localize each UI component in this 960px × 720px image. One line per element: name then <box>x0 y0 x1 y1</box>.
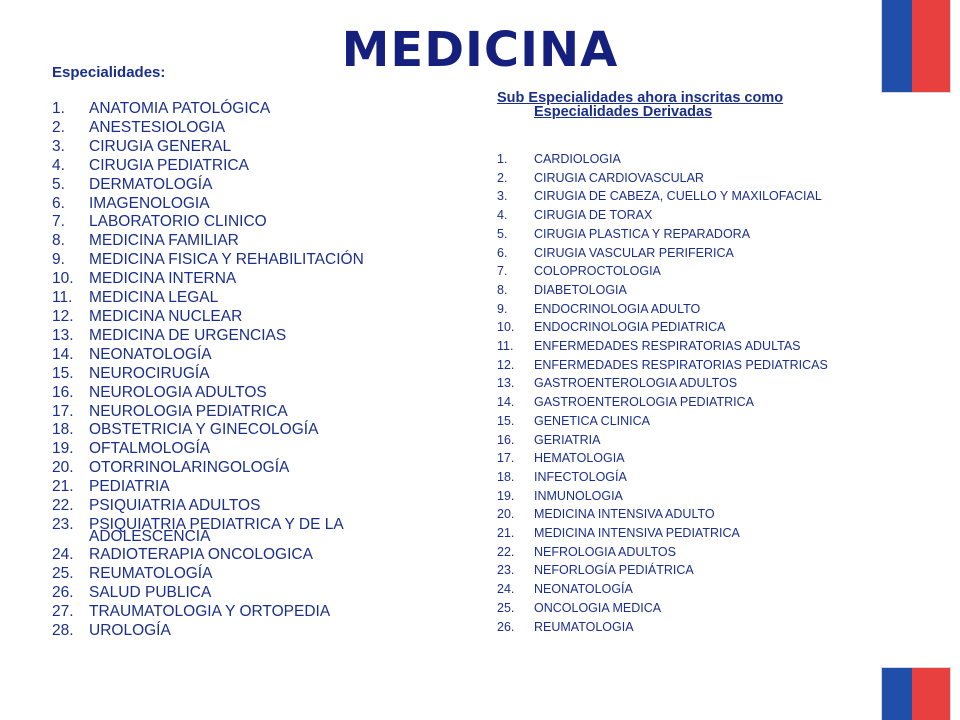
specialty-item-label: SALUD PUBLICA <box>89 583 212 601</box>
specialty-item <box>52 213 382 232</box>
subspecialty-item-number: 6. <box>497 245 508 260</box>
subspecialty-item-label: ENDOCRINOLOGIA ADULTO <box>534 301 701 316</box>
subspecialty-item-label: ENFERMEDADES RESPIRATORIAS PEDIATRICAS <box>534 357 828 372</box>
flag-red-stripe <box>912 668 950 720</box>
subspecialty-item-label: GERIATRIA <box>534 432 601 447</box>
specialty-item-number: 3. <box>52 137 65 155</box>
subspecialty-item-label: ENFERMEDADES RESPIRATORIAS ADULTAS <box>534 339 801 354</box>
specialty-item-label: DERMATOLOGÍA <box>89 175 213 193</box>
specialty-item-label: PSIQUIATRIA ADULTOS <box>89 497 261 515</box>
subspecialty-item <box>497 468 877 487</box>
specialty-item <box>52 546 382 565</box>
flag-blue-stripe <box>882 668 912 720</box>
subspecialty-item-number: 16. <box>497 432 515 447</box>
specialty-item <box>52 384 382 403</box>
specialty-item-number: 22. <box>52 497 74 515</box>
specialty-item-number: 28. <box>52 621 74 639</box>
subspecialty-item <box>497 561 877 580</box>
specialty-item <box>52 459 382 478</box>
subspecialty-item-number: 19. <box>497 488 515 503</box>
subspecialty-item <box>497 431 877 450</box>
specialty-item-label: NEONATOLOGÍA <box>89 345 212 363</box>
subspecialty-item-number: 12. <box>497 357 515 372</box>
specialty-item-number: 1. <box>52 100 65 117</box>
specialty-item <box>52 138 382 157</box>
subspecialty-item-label: CIRUGIA VASCULAR PERIFERICA <box>534 245 734 260</box>
specialty-item-label: MEDICINA LEGAL <box>89 289 219 307</box>
specialty-item-number: 14. <box>52 345 74 363</box>
subspecialty-item-number: 9. <box>497 301 508 316</box>
subspecialty-item <box>497 318 877 337</box>
specialty-item-number: 23. <box>52 515 74 533</box>
subspecialty-item <box>497 225 877 244</box>
specialty-item-label: PEDIATRIA <box>89 478 170 496</box>
specialty-item <box>52 232 382 251</box>
specialty-item <box>52 251 382 270</box>
chile-flag-bottom-decoration <box>882 668 950 720</box>
subspecialty-item <box>497 543 877 562</box>
specialties-list <box>52 100 382 640</box>
specialty-item-label: ANATOMIA PATOLÓGICA <box>89 100 271 117</box>
specialty-item-label: IMAGENOLOGIA <box>89 194 210 212</box>
specialty-item-number: 19. <box>52 440 74 458</box>
specialty-item <box>52 565 382 584</box>
specialty-item-number: 16. <box>52 383 74 401</box>
specialty-item-number: 13. <box>52 326 74 344</box>
specialty-item-label: MEDICINA INTERNA <box>89 270 237 288</box>
subspecialty-item-label: NEONATOLOGÍA <box>534 582 633 597</box>
specialty-item-label: RADIOTERAPIA ONCOLOGICA <box>89 545 313 563</box>
specialty-item <box>52 195 382 214</box>
subspecialty-item <box>497 393 877 412</box>
subspecialty-item-label: ENDOCRINOLOGIA PEDIATRICA <box>534 320 726 335</box>
subspecialty-item-number: 22. <box>497 544 515 559</box>
subspecialty-item <box>497 262 877 281</box>
specialty-item-label: OTORRINOLARINGOLOGÍA <box>89 459 290 477</box>
specialty-item-label: ANESTESIOLOGIA <box>89 118 226 136</box>
subspecialty-item-number: 26. <box>497 619 515 634</box>
subspecialty-item-number: 7. <box>497 264 508 279</box>
subspecialty-item-number: 4. <box>497 208 508 223</box>
subspecialty-item-number: 5. <box>497 226 508 241</box>
specialty-item <box>52 119 382 138</box>
subspecialty-item-number: 13. <box>497 376 515 391</box>
specialty-item <box>52 176 382 195</box>
specialty-item-number: 11. <box>52 289 73 307</box>
subspecialty-item-label: NEFROLOGIA ADULTOS <box>534 544 676 559</box>
specialty-item <box>52 440 382 459</box>
specialty-item-label: PSIQUIATRIA PEDIATRICA Y DE LA ADOLESCENCIA <box>89 515 343 545</box>
subspecialty-item-label: MEDICINA INTENSIVA PEDIATRICA <box>534 526 740 541</box>
subspecialty-item <box>497 487 877 506</box>
specialty-item-number: 6. <box>52 194 65 212</box>
subspecialty-item-number: 15. <box>497 413 515 428</box>
subspecialty-item <box>497 505 877 524</box>
specialty-item-label: LABORATORIO CLINICO <box>89 213 267 231</box>
subspecialty-item <box>497 244 877 263</box>
subspecialty-item-label: HEMATOLOGIA <box>534 451 625 466</box>
specialty-item <box>52 157 382 176</box>
subspecialty-item-label: CIRUGIA DE CABEZA, CUELLO Y MAXILOFACIAL <box>534 189 822 204</box>
subspecialties-list <box>497 150 877 636</box>
subspecialty-item <box>497 374 877 393</box>
subspecialty-item-number: 25. <box>497 600 515 615</box>
subspecialty-item-label: CIRUGIA CARDIOVASCULAR <box>534 170 704 185</box>
subspecialty-item <box>497 187 877 206</box>
specialties-heading: Especialidades: <box>52 64 166 81</box>
specialty-item <box>52 421 382 440</box>
subspecialty-item <box>497 618 877 637</box>
specialty-item-number: 5. <box>52 175 65 193</box>
subspecialty-item <box>497 580 877 599</box>
subspecialty-item <box>497 524 877 543</box>
specialty-item <box>52 622 382 641</box>
specialty-item-label: CIRUGIA PEDIATRICA <box>89 156 249 174</box>
subspecialty-item-label: CIRUGIA DE TORAX <box>534 208 653 223</box>
specialty-item <box>52 497 382 516</box>
specialty-item-number: 12. <box>52 307 74 325</box>
specialty-item <box>52 478 382 497</box>
specialty-item <box>52 603 382 622</box>
specialty-item-label: NEUROLOGIA PEDIATRICA <box>89 402 288 420</box>
subspecialty-item-number: 14. <box>497 395 515 410</box>
subspecialty-item-number: 10. <box>497 320 515 335</box>
page-title: MEDICINA <box>341 22 619 78</box>
subspecialty-item <box>497 337 877 356</box>
subspecialty-item-number: 23. <box>497 563 515 578</box>
specialty-item-number: 20. <box>52 459 74 477</box>
subspecialty-item-label: GASTROENTEROLOGIA PEDIATRICA <box>534 395 754 410</box>
subspecialty-item-label: GENETICA CLINICA <box>534 413 650 428</box>
subspecialty-item <box>497 300 877 319</box>
subspecialty-item-label: COLOPROCTOLOGIA <box>534 264 661 279</box>
subspecialty-item <box>497 169 877 188</box>
subspecialty-item-number: 3. <box>497 189 508 204</box>
subspecialty-item-number: 18. <box>497 469 515 484</box>
specialty-item <box>52 327 382 346</box>
specialty-item-label: OBSTETRICIA Y GINECOLOGÍA <box>89 421 319 439</box>
specialty-item-number: 7. <box>52 213 65 231</box>
subspecialty-item-label: REUMATOLOGIA <box>534 619 634 634</box>
subspecialties-heading-line2: Especialidades Derivadas <box>534 104 713 120</box>
subspecialty-item <box>497 206 877 225</box>
specialty-item-number: 10. <box>52 270 74 288</box>
subspecialty-item-label: INFECTOLOGÍA <box>534 469 627 484</box>
specialty-item-number: 25. <box>52 564 74 582</box>
specialty-item-number: 21. <box>52 478 74 496</box>
specialty-item <box>52 516 382 546</box>
specialty-item-number: 8. <box>52 232 65 250</box>
specialty-item-number: 18. <box>52 421 74 439</box>
specialty-item-number: 9. <box>52 251 65 269</box>
specialty-item-number: 27. <box>52 602 74 620</box>
subspecialty-item-number: 2. <box>497 170 508 185</box>
specialty-item-label: UROLOGÍA <box>89 621 171 639</box>
specialty-item-number: 26. <box>52 583 74 601</box>
subspecialty-item-label: DIABETOLOGIA <box>534 282 627 297</box>
specialty-item-label: MEDICINA NUCLEAR <box>89 307 243 325</box>
specialty-item-label: MEDICINA DE URGENCIAS <box>89 326 287 344</box>
subspecialty-item-number: 24. <box>497 582 515 597</box>
subspecialties-heading-line1: Sub Especialidades ahora inscritas como <box>497 90 784 106</box>
subspecialty-item <box>497 150 877 169</box>
subspecialty-item-label: CARDIOLOGIA <box>534 152 621 166</box>
subspecialty-item-label: MEDICINA INTENSIVA ADULTO <box>534 507 715 522</box>
specialty-item-label: TRAUMATOLOGIA Y ORTOPEDIA <box>89 602 331 620</box>
subspecialty-item-number: 1. <box>497 152 508 166</box>
subspecialty-item-number: 11. <box>497 339 514 354</box>
subspecialty-item-label: ONCOLOGIA MEDICA <box>534 600 662 615</box>
subspecialty-item <box>497 449 877 468</box>
specialty-item-label: CIRUGIA GENERAL <box>89 137 232 155</box>
specialty-item <box>52 346 382 365</box>
subspecialty-item-number: 8. <box>497 282 508 297</box>
specialty-item-number: 17. <box>52 402 74 420</box>
subspecialty-item-label: INMUNOLOGIA <box>534 488 623 503</box>
subspecialty-item-label: CIRUGIA PLASTICA Y REPARADORA <box>534 226 751 241</box>
specialty-item <box>52 289 382 308</box>
specialty-item <box>52 584 382 603</box>
subspecialty-item <box>497 356 877 375</box>
specialty-item <box>52 365 382 384</box>
subspecialty-item-number: 17. <box>497 451 515 466</box>
subspecialty-item <box>497 412 877 431</box>
specialty-item-label: REUMATOLOGÍA <box>89 564 213 582</box>
specialty-item-label: NEUROLOGIA ADULTOS <box>89 383 267 401</box>
subspecialty-item-number: 21. <box>497 526 515 541</box>
specialty-item-number: 15. <box>52 364 74 382</box>
subspecialty-item-label: NEFORLOGÍA PEDIÁTRICA <box>534 563 694 578</box>
specialty-item-number: 4. <box>52 156 65 174</box>
specialty-item-label: OFTALMOLOGÍA <box>89 440 211 458</box>
specialty-item-label: MEDICINA FISICA Y REHABILITACIÓN <box>89 251 364 269</box>
specialty-item <box>52 403 382 422</box>
specialty-item-number: 2. <box>52 118 65 136</box>
subspecialty-item <box>497 281 877 300</box>
specialty-item <box>52 100 382 119</box>
subspecialty-item-label: GASTROENTEROLOGIA ADULTOS <box>534 376 738 391</box>
specialty-item-label: NEUROCIRUGÍA <box>89 364 210 382</box>
specialty-item-number: 24. <box>52 545 74 563</box>
subspecialty-item <box>497 599 877 618</box>
subspecialties-heading <box>497 91 857 119</box>
specialty-item-label: MEDICINA FAMILIAR <box>89 232 239 250</box>
subspecialty-item-number: 20. <box>497 507 515 522</box>
specialty-item <box>52 270 382 289</box>
specialty-item <box>52 308 382 327</box>
